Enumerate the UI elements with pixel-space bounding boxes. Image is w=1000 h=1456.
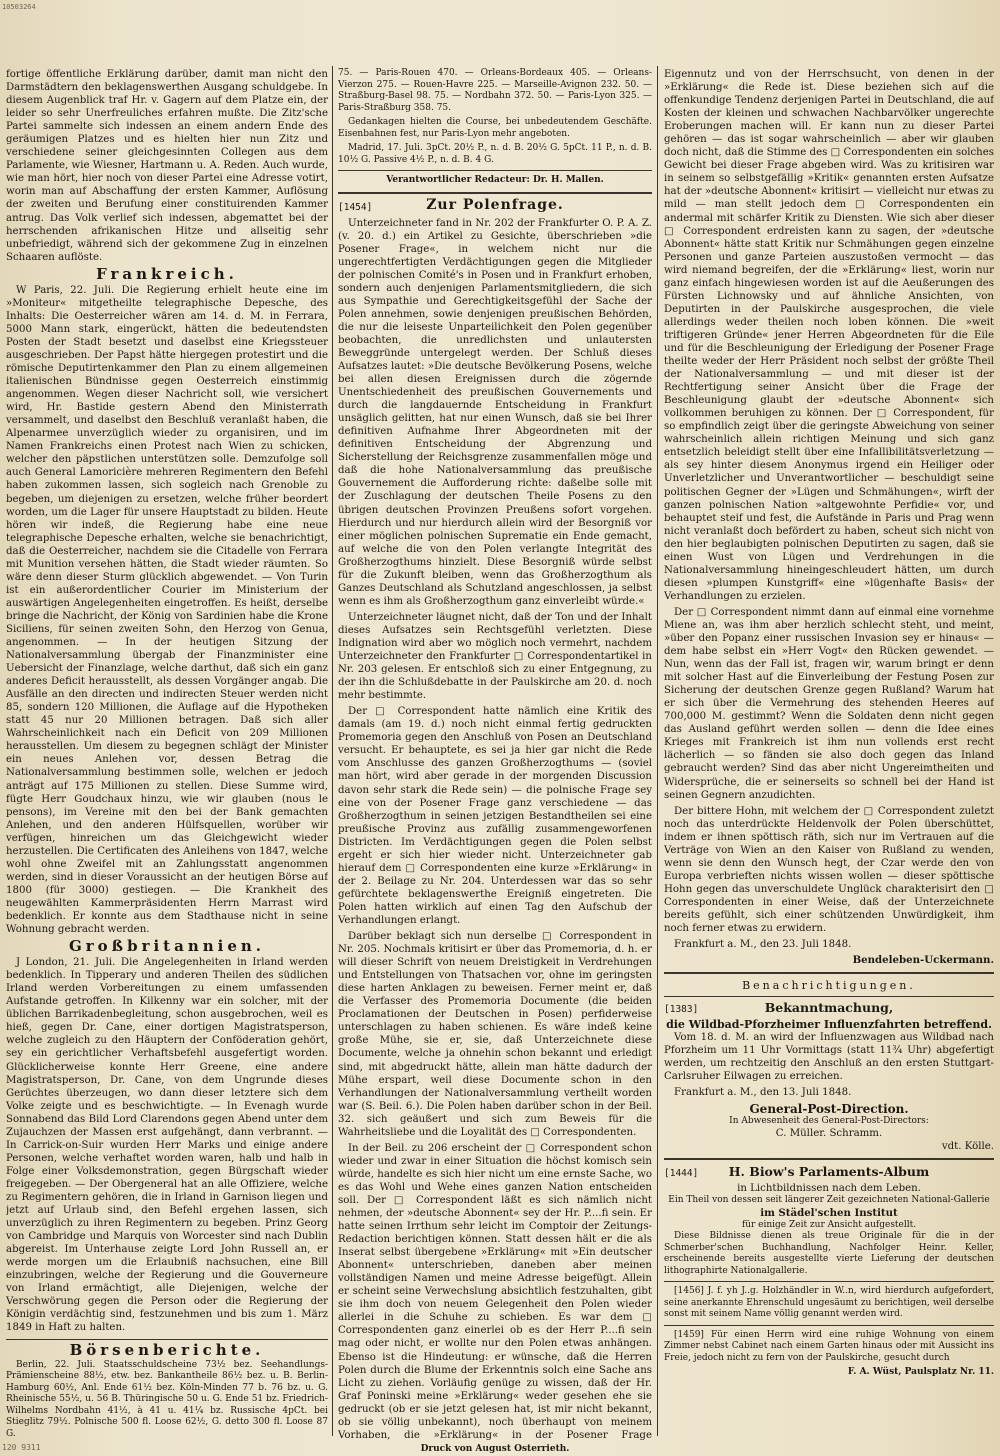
divider	[664, 1158, 994, 1160]
ad-number: [1454]	[338, 201, 373, 213]
ad1-body: Vom 18. d. M. an wird der Influenzwagen aus Wildbad nach Pforzheim um 11 Uhr Vormittags (statt 11¾ Uhr) abgefertigt werden, um rechtzeitig den Anschluß an den ersten Stuttgart-Carlsruher Eilwagen zu erreichen.	[664, 1032, 994, 1083]
boerse-paris-cont: 75. — Paris-Rouen 470. — Orleans-Bordeaux 405. — Orleans-Vierzon 275. — Rouen-Havre 225. — Marseille-Avignon 232. 50. — Straßburg-Basel 98. 75. — Nordbahn 372. 50. — Paris-Lyon 325. — Paris-Straßburg 358. 75.	[338, 68, 652, 113]
ad1-org: General-Post-Direction.	[749, 1101, 909, 1116]
ad-title-polenfrage: Zur Polenfrage.	[426, 196, 564, 213]
polenfrage-cont-p3: Der bittere Hohn, mit welchem der □ Correspondent zuletzt noch das unterdrückte Heldenvolk der Polen überschüttet, indem er ihnen spöttisch räth, sich nur im Vertrauen auf die Verträge von Wien an den Kaiser von Rußland zu wenden, wenn sie denn den Wunsch hegt, der Czar werde den von Europa verbrieften nichts wissen wollen — dieser spöttische Hohn gegen das unverschuldete Unglück charakterisirt den □ Correspondenten in einer Weise, daß der Unterzeichnete bereits gefühlt, sich einer schützenden Unwürdigkeit, ihm noch ferner etwas zu erwidern.	[664, 805, 994, 935]
article-london: J London, 21. Juli. Die Angelegenheiten in Irland werden bedenklich. In Tipperary und anderen Theilen des südlichen Irland werden Vorbereitungen zu einem umfassenden Aufstande getroffen. In Kilkenny war ein solcher, mit der üblichen Barrikadenbegleitung, schon ausgebrochen, weil es hieß, gegen Dr. Cane, einer dortigen Magistratsperson, welche zugleich zu den Häuptern der Conföderation gehört, sey ein gerichtlicher Verhaftsbefehl ausgefertigt worden. Glücklicherweise konnte Herr Greene, eine andere Magistratsperson, Dr. Cane, von dem Ungrunde dieses Gerüchtes überzeugen, wo dann dieser letztere sich dem Volke zeigte und es beschwichtigte. — In Evenagh wurde Sonnabend das Bild Lord Clarendons gegen Abend unter dem Zujauchzen der Massen erst aufgehängt, dann verbrannt. — In Carrick-on-Suir wurden Herr Marks und einige andere Personen, welche verhaftet worden waren, halb und halb in Folge einer Volksdemonstration, gegen Bürgschaft wieder freigegeben. — Der Obergeneral hat an alle Offiziere, welche zu Regimentern gehören, die in Irland in Garnison liegen und jetzt auf Urlaub sind, den Befehl ergehen lassen, sich unverzüglich zu ihren Regimentern zu begeben. Prinz Georg von Cambridge und Marquis von Worcester sind nach Dublin abgereist. Im Unterhause zeigte Lord John Russell an, er werde morgen um die Erlaubniß nachsuchen, eine Bill einzubringen, welche der Regierung und die Gouverneure von Irland ermächtigt, alle Diejenigen, welche der Verschwörung gegen die Person oder die Regierung der Königin verdächtig sind, festzunehmen und bis zum 1. März 1849 in Haft zu halten.	[6, 957, 328, 1334]
divider	[664, 996, 994, 997]
article-darmstadt-end: fortige öffentliche Erklärung darüber, damit man nicht den Darmstädtern den beklagenswerthen Ausgang schuldgebe. In diesem Augenblick traf Hr. v. Gagern auf dem Platze ein, der leider so sehr Unerfreuliches erfahren mußte. Die Zitz'sche Partei sammelte sich indessen an einem andern Ende des geräumigen Platzes und es hielten hier nun Zitz und verschiedene seiner gleichgesinnten Collegen aus dem Parlamente, wie Wiesner, Hartmann u. A. Reden. Auch wurde, wie man hört, hier noch von dieser Partei eine Adresse votirt, worin man auf Abschaffung der ersten Kammer, Auflösung der zweiten und Berufung einer constituirenden Kammer antrug. Das Volk verlief sich indessen, abgemattet bei der herrschenden afrikanischen Hitze und allseitig sehr unbefriedigt, während sich der gekommene Zug in einzelnen Schaaren auflöste.	[6, 69, 328, 263]
ad2-body3: für einige Zeit zur Ansicht aufgestellt.	[741, 1219, 917, 1230]
footer-number: 120 9311	[2, 1443, 41, 1452]
divider	[664, 972, 994, 974]
polenfrage-p3: Der □ Correspondent hatte nämlich eine Kritik des damals (am 19. d.) noch nicht einmal fertig gedruckten Promemoria gegen den Anschluß von Posen an Deutschland versucht. Er behauptete, es sei ja hier gar nicht die Rede vom Anschlusse des ganzen Großherzogthums — (soviel man hört, wird aber gerade in der morgenden Discussion davon sehr stark die Rede sein) — die polnische Frage sey eine von der Posener Frage ganz verschiedene — das Großherzogthum in seinen jetzigen Bestandtheilen sei eine preußische Provinz aus zufällig zusammengeworfenen Districten. Im Verdächtigungen gegen die Polen selbst ergeht er sich hier wieder nicht. Unterzeichneter gab hierauf dem □ Correspondenten eine kurze »Erklärung« in der 2. Beilage zu Nr. 204. Unterdessen war das so sehr gefürchtete beklagenswerthe Ereigniß eingetreten. Die Polen hatten wirklich auf einen Tag den Aufschub der Verhandlungen erlangt.	[338, 706, 652, 926]
section-head-gb: Großbritannien.	[68, 937, 266, 956]
ad2-title: H. Biow's Parlaments-Album	[728, 1164, 930, 1180]
ad2-body4: Diese Bildnisse dienen als treue Originale für die in der Schmerber'schen Buchhandlung, Nachfolger Heinr. Keller, erscheinende bereits ausgestellte vierte Lieferung der deutschen lithographirte Nationalgallerie.	[664, 1231, 994, 1276]
ad2-header	[664, 1165, 994, 1182]
boerse-madrid: Madrid, 17. Juli. 3pCt. 20½ P., n. d. B. 20½ G. 5pCt. 11 P., n. d. B. 10½ G. Passive 4½ P., n. d. B. 4 G.	[338, 143, 652, 165]
ad2-body1: Ein Theil von dessen seit längerer Zeit gezeichneten National-Gallerie	[668, 1195, 990, 1206]
divider	[338, 170, 652, 171]
column-2	[338, 68, 652, 1440]
boerse-berlin: Berlin, 22. Juli. Staatsschuldscheine 73½ bez. Seehandlungs-Prämienscheine 88½, etw. bez. Bankantheile 86½ bez. u. B. Berlin-Hamburg 60½, Anl. Ende 61½ bez. Köln-Minden 77 b. 76 bz. u. G. Rheinische 55½, u. 56 B. Thüringische 50 u. G. Ende 51 bz. Friedrich-Wilhelms Nordbahn 41½, à 41 u. 41¼ bz. Russische 4pCt. bei Stieglitz 79½. Polnische 500 fl. Loose 62½, G. detto 300 fl. Loose 87 G.	[6, 1359, 328, 1439]
column-divider-1	[332, 66, 333, 1436]
polenfrage-cont-p2: Der □ Correspondent nimmt dann auf einmal eine vornehme Miene an, was ihm aber herzlich schlecht steht, und meint, »über den Popanz einer russischen Invasion sey er hinaus« — dem habe selbst ein »Herr Vogt« den Rücken gewendet. — Nun, wenn das der Fall ist, fragen wir, warum bringt er denn mit solcher Hast auf die Einverleibung der Festung Posen zur Sicherung der deutschen Grenze gegen Rußland? Warum hat er sich über die Vermehrung des stehenden Heeres auf 700,000 M. gestimmt? Wenn die Soldaten denn nicht gegen das Ausland geführt werden sollen — denn die Idee eines Krieges mit Frankreich ist ihm nun vollends erst recht lächerlich — so fänden sie also doch gegen das Inland gebraucht werden? Sind das aber nicht Ungereimtheiten und Widersprüche, die er seinerseits so schnell bei der Hand ist seinen Gegnern anzudichten.	[664, 606, 994, 801]
editor-line: Verantwortlicher Redacteur: Dr. H. Mallen.	[386, 175, 604, 185]
polenfrage-p4: Darüber beklagt sich nun derselbe □ Correspondent in Nr. 205. Nochmals kritisirt er über das Promemoria, d. h. er will dieser Schrift von neuem Dreistigkeit in Verdrehungen und Entstellungen von Thatsachen vor, ohne im geringsten diese harten Anklagen zu beweisen. Ferner meint er, daß die Verfasser des Promemoria Documente (die beiden Proclamationen der Deutschen in Posen) perfiderweise unterschlagen zu haben schienen. Es wäre indeß keine große Mühe, sie er, sie, daß Unterzeichnete diese Documente, welche ja ohnehin schon bekannt und erledigt sind, mit abgedruckt hätte, allein man hätte dadurch der Mühe erspart, weil diese Documente schon in den Verhandlungen der Nationalversammlung vertheilt worden war (S. Beil. 6.). Die Polen haben darüber schon in der Beil. 32. sich geäußert und sich zum Beweis für die Wahrheitsliebe und die Loyalität des □ Correspondenten.	[338, 931, 652, 1138]
ad1-sub: In Abwesenheit des General-Post-Directors:	[729, 1115, 929, 1126]
boerse-paris-note: Gedankagen hielten die Course, bei unbedeutendem Geschäfte. Eisenbahnen fest, nur Paris-Lyon mehr angeboten.	[338, 117, 652, 139]
divider	[6, 1339, 328, 1340]
ad1-vdt: vdt. Kölle.	[941, 1141, 994, 1153]
section-head-benachrichtigungen: Benachrichtigungen.	[742, 979, 916, 993]
polenfrage-p2: Unterzeichneter läugnet nicht, daß der Ton und der Inhalt dieses Aufsatzes sein Rechtsgefühl verletzten. Diese Indignation wird aber wo möglich noch vermehrt, nachdem Unterzeichneter den Frankfurter □ Correspondentartikel in Nr. 203 gelesen. Er entschloß sich zu einer Entgegnung, zu der ihn die Schlußdebatte in der Paulskirche am 20. d. noch mehr bestimmte.	[338, 611, 652, 702]
ad2-number: [1444]	[664, 1168, 699, 1180]
ad2-subtitle: in Lichtbildnissen nach dem Leben.	[737, 1183, 921, 1195]
ad1-sign: C. Müller. Schramm.	[775, 1128, 883, 1140]
article-paris: W Paris, 22. Juli. Die Regierung erhielt heute eine im »Moniteur« mitgetheilte telegraphische Depesche, des Inhalts: Die Oesterreicher wären am 14. d. M. in Ferrara, 5000 Mann stark, eingerückt, hätten die bedeutendsten Posten der Stadt besetzt und daselbst eine Kriegssteuer ausgeschrieben. Der Papst hätte hiergegen protestirt und die römische Deputirtenkammer den Plan zu einem allgemeinen italienischen Bündnisse gegen Oesterreich einstimmig angenommen. Wegen dieser Nachricht soll, wie versichert wird, Hr. Bastide gestern Abend den Ministerrath versammelt, und daselbst den Beschluß veranlaßt haben, die Alpenarmee unverzüglich wieder zu organisiren, und im Namen Frankreichs einen Protest nach Wien zu schicken, welcher den päpstlichen unterstützen solle. Demzufolge soll auch General Lamoricière mehreren Regimentern den Befehl haben zukommen lassen, sich sogleich nach Grenoble zu begeben, um diejenigen zu ersetzen, welche früher beordert worden, um die Lager für unsere Hauptstadt zu bilden. Heute hören wir indeß, die Regierung habe eine neue telegraphische Depesche erhalten, welche sie benachrichtigt, daß die Oesterreicher, nachdem sie die Citadelle von Ferrara mit Munition versehen hätten, die Stadt wieder räumten. So wäre denn dieser Sturm glücklich abgewendet. — Von Turin ist ein außerordentlicher Courier im Ministerium der auswärtigen Angelegenheiten eingetroffen. Es heißt, derselbe bringe die Nachricht, der König von Sardinien habe die Krone Siciliens, für seinen zweiten Sohn, den Herzog von Genua, angenommen. — In der heutigen Sitzung der Nationalversammlung übergab der Finanzminister eine Uebersicht der Finanzlage, welche darthut, daß sich ein ganz anderes Deficit herausstellt, als dessen Vorgänger angab. Die Ausfälle an den directen und indirecten Steuer werden nicht 85, sondern 120 Millionen, die Auflage auf die Hypotheken statt 45 nur 20 Millionen betragen. Daß sich aller Wahrscheinlichkeit nach ein Deficit von 209 Millionen herausstellen. Um diesem zu begegnen schlägt der Minister ein neues Anlehen vor, dessen Betrag die Nationalversammlung bestimmen solle, welchen er jedoch anträgt auf 175 Millionen zu stellen. Diese Summe wird, fügte Herr Goudchaux hinzu, wie wir glauben (nous le pensons), im Vereine mit den bei der Bank gemachten Anlehen, und den anderen Hülfsquellen, worüber wir verfügen, hinreichen um das Gleichgewicht wieder herzustellen. Die Certificaten des Anleihens von 1847, welche wohl ohne Zweifel mit an Zahlungsstatt angenommen werden, sind in dieser Voraussicht an der heutigen Börse auf 1800 (für 3000) gestiegen. — Die Krankheit des neugewählten Kammerpräsidenten Herrn Marrast wird bedenklich. Er konnte aus dem Stadthause nicht in seine Wohnung gebracht werden.	[6, 284, 328, 936]
polenfrage-p1: Unterzeichneter fand in Nr. 202 der Frankfurter O. P. A. Z. (v. 20. d.) ein Artikel zu Gesichte, überschrieben »die Posener Frage«, in welchem nicht nur die ungerechtfertigten Verdächtigungen gegen die Mitglieder der polnischen Comité's in Posen und in Frankfurt erhoben, sondern auch denjenigen Parlamentsmitgliedern, die sich aus Sympathie und Gerechtigkeitsgefühl der Sache der Polen annehmen, sowie denjenigen preußischen Behörden, die nur die leiseste Unparteilichkeit den Polen gegenüber beobachten, die unredlichsten und unlautersten Beweggründe untergelegt werden. Der Schluß dieses Aufsatzes lautet: »Die deutsche Bevölkerung Posens, welche bei allen diesen Ereignissen durch die zögernde Unentschiedenheit des preußischen Gouvernements und durch die langdauernde Entscheidung in Frankfurt unsäglich gelitten, hat nur einen Wunsch, daß sie bei Ihrer definitiven Aufnahme Ihrer Abgeordneten mit der definitiven Entscheidung der Abgrenzung und Sicherstellung der Reichsgrenze zusammenfallen möge und daß die hohe Nationalversammlung das preußische Gouvernement die Aufforderung richte: daßelbe solle mit der Zuschlagung der deutschen Theile Posens zu den übrigen deutschen Provinzen Preußens sofort vorgehen. Hierdurch und nur hierdurch allein wird der Besorgniß vor einer möglichen polnischen Suprematie ein Ende gemacht, auf welche die von den Polen verlangte Integrität des Großherzogthums hinzielt. Diese Besorgniß würde selbst für die Zukunft bleiben, wenn das Großherzogthum als Ganzes Deutschland als Schutzland angeschlossen, ja selbst wenn es ihm als Großherzogthum ganz einverleibt würde.«	[338, 217, 652, 607]
section-head-france: Frankreich.	[96, 264, 238, 283]
polenfrage-p5: In der Beil. zu 206 erscheint der □ Correspondent schon wieder und zwar in einer Situation die höchst komisch sein würde, handelte es sich hier nicht um eine ernste Sache, wo es das Wohl und Wehe eines ganzen Nation entscheiden soll. Der □ Correspondent läßt es sich nämlich nicht nehmen, der »deutsche Abonnent« sey der Hr. P....fi sein. Er hatte seinen Irrthum sehr leicht im Comptoir der Zeitungs-Redaction berichtigen können. Statt dessen hält er die als Inserat selbst übergebene »Erklärung« mit »Ein deutscher Abonnent« unterschrieben, daneben aber meinen vollständigen Namen und meine Adresse beigefügt. Allein er scheint seine Verwechslung absichtlich festzuhalten, gibt sie ihm doch von neuem Gelegenheit den Polen wieder allerlei in die Schuhe zu schieben. Es war dem □ Correspondenten ganz einerlei ob es der Herr P....fi sein mag oder nicht, er wollte nur den Polen etwas anhängen. Ebenso ist die Hindeutung: er wünsche, daß die Herren Polen durch die Blume der Erkenntnis solch eine Sache ans Licht zu ziehen. Vorläufig genüge zu wissen, daß der Hr. Graf Poninski meine »Erklärung« weder gesehen ehe sie gedruckt (ob er sie jetzt gelesen hat, ist mir nicht bekannt, ob sie völlig unbekannt), noch überhaupt von meinem Vorhaben, die »Erklärung« in der Posener Frage	[338, 1142, 652, 1440]
printer-line: Druck von August Osterrieth.	[420, 1444, 570, 1454]
ad1-title: Bekanntmachung,	[764, 1000, 894, 1016]
ad1-number: [1383]	[664, 1004, 699, 1016]
ad4: [1459] Für einen Herrn wird eine ruhige Wohnung von einem Zimmer nebst Cabinet nach einem Garten hinaus oder mit Aussicht ins Freie, jedoch nicht zu fern von der Paulskirche, gesucht durch	[664, 1329, 994, 1363]
divider	[664, 1281, 994, 1282]
ad1-subject: die Wildbad-Pforzheimer Influenzfahrten betreffend.	[666, 1018, 992, 1032]
section-head-boerse: Börsenberichte.	[69, 1340, 265, 1359]
ad1-header	[664, 1001, 994, 1018]
ad4-signature: F. A. Wüst, Paulsplatz Nr. 11.	[847, 1367, 994, 1378]
column-1	[6, 68, 328, 1440]
column-3	[664, 68, 994, 1440]
ad2-body2: im Städel'schen Institut	[760, 1206, 898, 1219]
margin-number: 10503264	[2, 3, 36, 11]
column-divider-2	[657, 66, 658, 1436]
divider	[338, 192, 652, 194]
polenfrage-date: Frankfurt a. M., den 23. Juli 1848.	[674, 939, 852, 951]
divider	[664, 1325, 994, 1326]
ad3: [1456] J. f. yh J..g. Holzhändler in W..n, wird hierdurch aufgefordert, seine anerkannte Ehrenschuld ungesäumt zu berichtigen, weil derselbe sonst mit seinem Name völlig genannt werden wird.	[664, 1286, 994, 1320]
ad-header	[338, 196, 652, 217]
polenfrage-cont-p1: Eigennutz und von der Herrschsucht, von denen in der »Erklärung« die Rede ist. Diese beziehen sich auf die offenkundige Tendenz derjenigen Partei in Deutschland, die auf Kosten der kleinen und schwachen Nachbarvölker ungerechte Eroberungen machen will. Er kann nun zu dieser Partei gehören — das ist sogar wahrscheinlich — aber wir glauben doch nicht, daß die Stimme des □ Correspondenten ein solches Gewicht bei dieser Frage abgeben wird. Was zu kritisiren war in seinem so selbstgefällig »Kritik« genannten ersten Aufsatze hat der »deutsche Abonnent« kritisirt — vielleicht nur etwas zu mild — man stellt jedoch dem □ Correspondenten ein andermal mit schärfer Kritik zu Diensten. Wie sich aber dieser □ Correspondent erdreisten kann zu sagen, der »deutsche Abonnent« hätte statt Kritik nur Schmähungen gegen einzelne Personen und ganze Parteien auszustoßen vermocht — das wird niemand begreifen, der die »Erklärung« liest, worin nur ganz einfach hingewiesen worden ist auf die Aeußerungen des Fürsten Lichnowsky und auf ähnliche Ansichten, von Deputirten in der Paulskirche ausgesprochen, die viele allerdings weder theilen noch loben können. Die »weit triftigeren Gründe« jener Herren Abgeordneten für die Eile und für die Beschleunigung der Erledigung der Posener Frage theilte weder der Herr Präsident noch selbst der größte Theil der Nationalversammlung — und mit dieser ist der Rechtfertigung seiner Ansicht über die Frage der Beschleunigung glaubt der »deutsche Abonnent« sich vollkommen beruhigen zu können. Der □ Correspondent, für so empfindlich zeigt über die geringste Abweichung von seiner wahrscheinlich allein richtigen Meinung und sich ganz entsetzlich beleidigt stellt über eine Infallibilitätsverletzung — als sey hinter diesem Anonymus irgend ein Heiliger oder Unverletzlicher und Unverantwortlicher — beschuldigt seine politischen Gegner der »Lügen und Schmähungen«, wirft der ganzen polnischen Nation »altgewohnte Perfidie« vor, und behauptet steif und fest, die Aufstände in Paris und Prag wenn nicht veranlaßt doch befördert zu haben, scheut sich nicht von den hier beglaubigten polnischen Deputirten zu sagen, daß sie einen Wust von Lügen und Verdrehungen in die Nationalversammlung hineingeschleudert hätten, um durch diesen »plumpen Kunstgriff« eine »lügenhafte Basis« der Verhandlungen zu erzielen.	[664, 69, 994, 602]
polenfrage-signature: Bendeleben-Uckermann.	[852, 954, 994, 967]
ad1-date: Frankfurt a. M., den 13. Juli 1848.	[674, 1087, 852, 1099]
